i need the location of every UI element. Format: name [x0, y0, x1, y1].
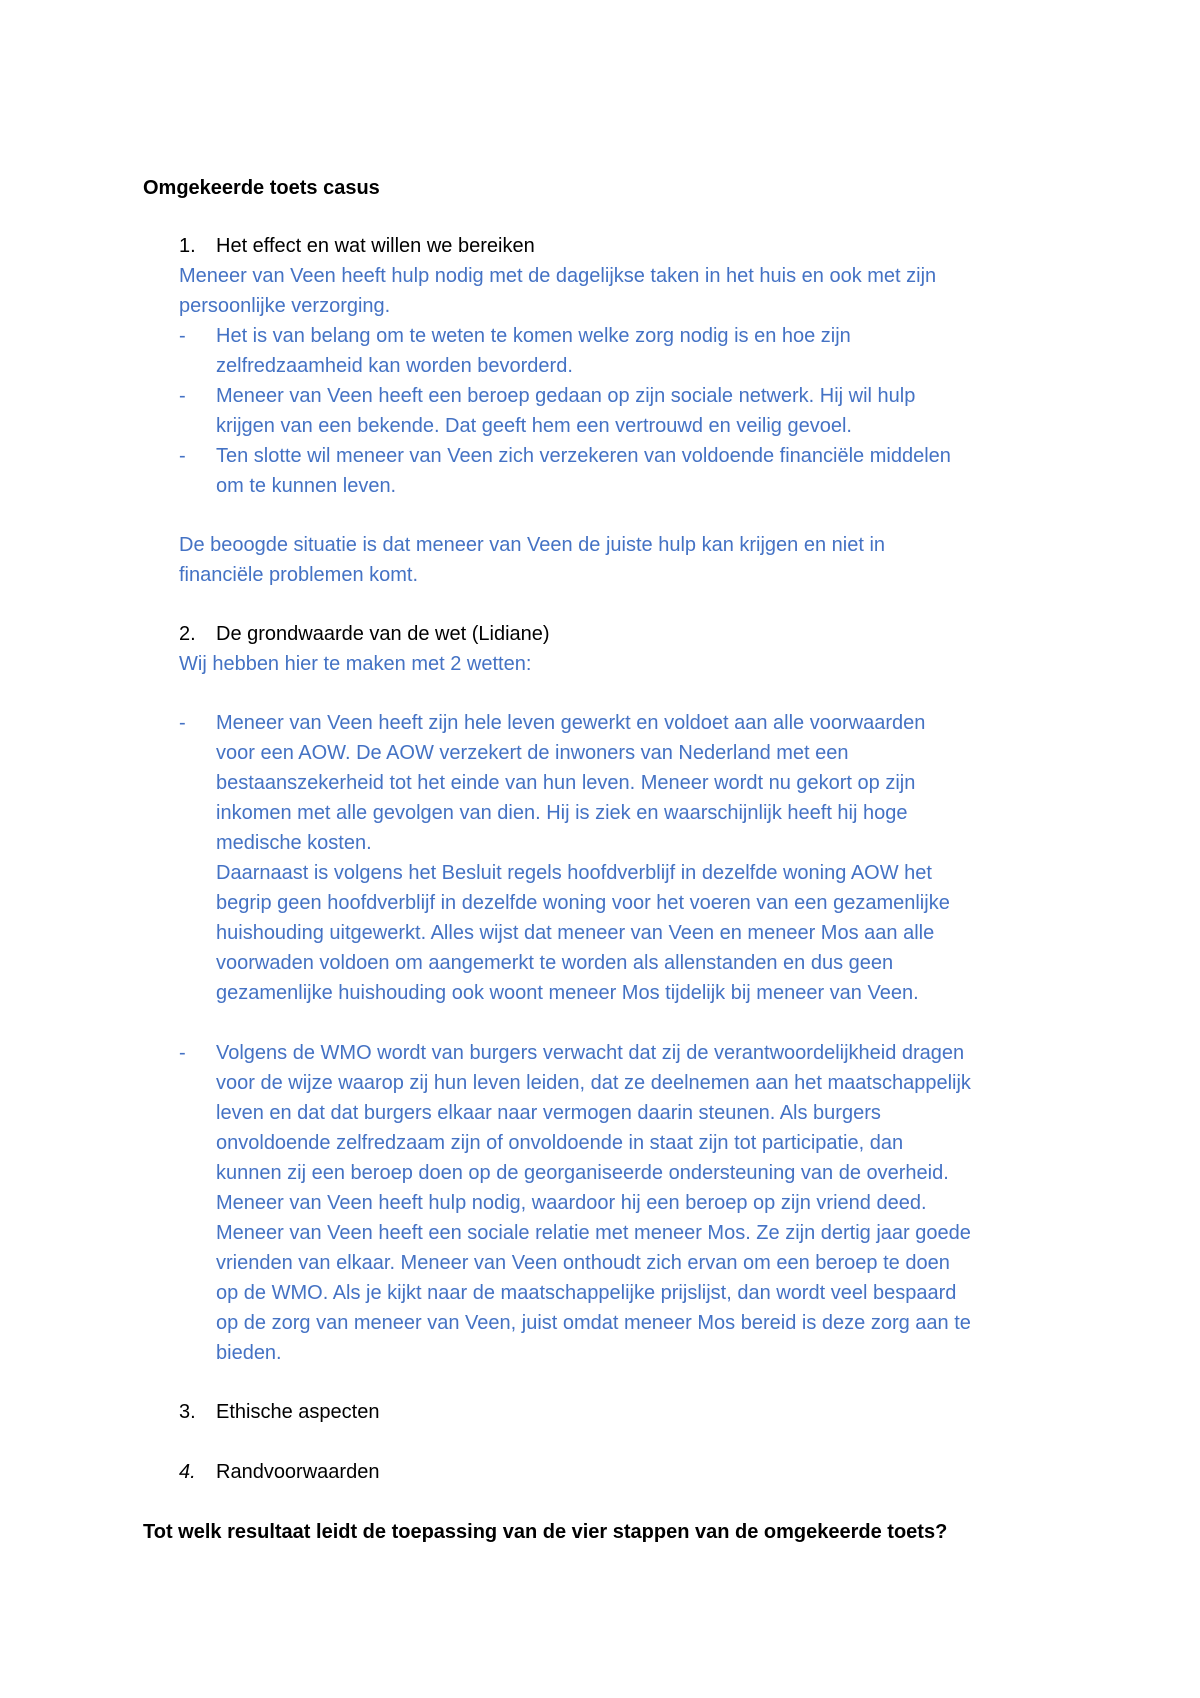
section-3-heading: Ethische aspecten: [216, 1401, 380, 1423]
bullet-dash: -: [179, 385, 186, 407]
document-title: Omgekeerde toets casus: [143, 177, 380, 199]
bullet-line: zelfredzaamheid kan worden bevorderd.: [216, 355, 573, 377]
section-1-intro-line-2: persoonlijke verzorging.: [179, 295, 391, 317]
section-1-conclusion-line-1: De beoogde situatie is dat meneer van Veen de juiste hulp kan krijgen en niet in: [179, 534, 886, 556]
bullet-line: Meneer van Veen heeft zijn hele leven gewerkt en voldoet aan alle voorwaarden: [216, 712, 926, 734]
section-2-heading: De grondwaarde van de wet (Lidiane): [216, 623, 550, 645]
bullet-line: bestaanszekerheid tot het einde van hun leven. Meneer wordt nu gekort op zijn: [216, 772, 916, 794]
bullet-line: Het is van belang om te weten te komen welke zorg nodig is en hoe zijn: [216, 325, 851, 347]
bullet-line: om te kunnen leven.: [216, 475, 397, 497]
bullet-line: voor een AOW. De AOW verzekert de inwoners van Nederland met een: [216, 742, 849, 764]
bullet-line: Meneer van Veen heeft hulp nodig, waardoor hij een beroep op zijn vriend deed.: [216, 1192, 927, 1214]
section-1-heading: Het effect en wat willen we bereiken: [216, 235, 535, 257]
bullet-dash: -: [179, 445, 186, 467]
bullet-line: Volgens de WMO wordt van burgers verwacht dat zij de verantwoordelijkheid dragen: [216, 1042, 965, 1064]
bullet-line: onvoldoende zelfredzaam zijn of onvoldoende in staat zijn tot participatie, dan: [216, 1132, 904, 1154]
section-2-intro: Wij hebben hier te maken met 2 wetten:: [179, 653, 532, 675]
bullet-line: gezamenlijke huishouding ook woont meneer Mos tijdelijk bij meneer van Veen.: [216, 982, 919, 1004]
bullet-dash: -: [179, 1042, 186, 1064]
bullet-line: voorwaden voldoen om aangemerkt te worden als allenstanden en dus geen: [216, 952, 894, 974]
bullet-line: bieden.: [216, 1342, 282, 1364]
section-3-number: 3.: [179, 1401, 196, 1423]
bullet-line: op de WMO. Als je kijkt naar de maatschappelijke prijslijst, dan wordt veel bespaard: [216, 1282, 957, 1304]
section-2-number: 2.: [179, 623, 196, 645]
bullet-dash: -: [179, 712, 186, 734]
section-4-number: 4.: [179, 1461, 196, 1483]
bullet-line: voor de wijze waarop zij hun leven leiden, dat ze deelnemen aan het maatschappelijk: [216, 1072, 971, 1094]
section-1-conclusion-line-2: financiële problemen komt.: [179, 564, 419, 586]
section-1-number: 1.: [179, 235, 196, 257]
bullet-line: vrienden van elkaar. Meneer van Veen onthoudt zich ervan om een beroep te doen: [216, 1252, 950, 1274]
section-4-heading: Randvoorwaarden: [216, 1461, 380, 1483]
bullet-line: krijgen van een bekende. Dat geeft hem een vertrouwd en veilig gevoel.: [216, 415, 852, 437]
bullet-line: huishouding uitgewerkt. Alles wijst dat meneer van Veen en meneer Mos aan alle: [216, 922, 935, 944]
bullet-line: begrip geen hoofdverblijf in dezelfde woning voor het voeren van een gezamenlijke: [216, 892, 950, 914]
bullet-line: Ten slotte wil meneer van Veen zich verzekeren van voldoende financiële middelen: [216, 445, 951, 467]
bullet-line: op de zorg van meneer van Veen, juist omdat meneer Mos bereid is deze zorg aan te: [216, 1312, 971, 1334]
bullet-line: Daarnaast is volgens het Besluit regels hoofdverblijf in dezelfde woning AOW het: [216, 862, 932, 884]
bullet-line: kunnen zij een beroep doen op de georganiseerde ondersteuning van de overheid.: [216, 1162, 949, 1184]
bullet-line: Meneer van Veen heeft een sociale relatie met meneer Mos. Ze zijn dertig jaar goede: [216, 1222, 971, 1244]
bullet-line: inkomen met alle gevolgen van dien. Hij is ziek en waarschijnlijk heeft hij hoge: [216, 802, 908, 824]
bullet-line: medische kosten.: [216, 832, 372, 854]
bullet-line: leven en dat dat burgers elkaar naar vermogen daarin steunen. Als burgers: [216, 1102, 881, 1124]
bullet-dash: -: [179, 325, 186, 347]
final-question: Tot welk resultaat leidt de toepassing van de vier stappen van de omgekeerde toets?: [143, 1521, 948, 1543]
section-1-intro-line-1: Meneer van Veen heeft hulp nodig met de dagelijkse taken in het huis en ook met zijn: [179, 265, 937, 287]
bullet-line: Meneer van Veen heeft een beroep gedaan op zijn sociale netwerk. Hij wil hulp: [216, 385, 916, 407]
